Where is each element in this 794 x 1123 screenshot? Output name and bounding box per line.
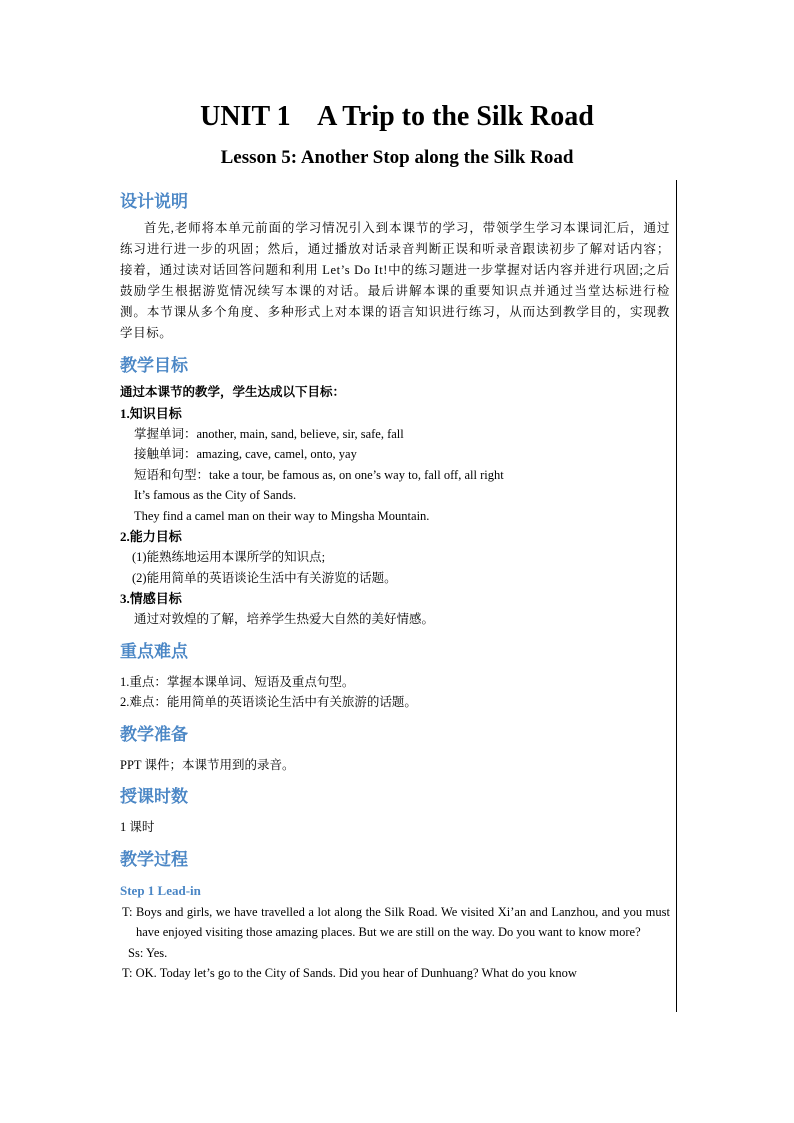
right-border-line [676, 180, 677, 1012]
dialogue-line: T: OK. Today let’s go to the City of Sands. Did you hear of Dunhuang? What do you know [122, 966, 577, 980]
design-text: 首先,老师将本单元前面的学习情况引入到本课节的学习，带领学生学习本课词汇后，通过练习进行进一步的巩固；然后，通过播放对话录音判断正误和听录音跟读初步了解对话内容；接着，通过读对话回答问题和利用 Let’s Do It!中的练习题进一步掌握对话内容并进行巩固;之后鼓励学生根据游览情况续写本课的对话。最后讲解本课的重要知识点并通过当堂达标进行检测。本节课从多个角度、多种形式上对本课的语言知识进行练习，从而达到教学目的，实现教学目标。 [120, 221, 670, 340]
design-heading: 设计说明 [120, 192, 188, 211]
knowledge-line: 接触单词：amazing, cave, camel, onto, yay [134, 447, 357, 461]
keypoints-heading: 重点难点 [120, 641, 188, 661]
step-1-title: Step 1 Lead-in [120, 882, 201, 898]
lesson-plan-body [120, 188, 670, 984]
process-heading: 教学过程 [120, 849, 188, 869]
hours-text: 1 课时 [120, 820, 155, 834]
knowledge-goal-title: 1.知识目标 [120, 405, 182, 421]
knowledge-line: It’s famous as the City of Sands. [134, 488, 297, 502]
dialogue-line: T: Boys and girls, we have travelled a lot along the Silk Road. We visited Xi’an and Lanzhou, and you must have enjoyed visiting those amazing places. But we are still on the way. Do you want to know more? [122, 904, 670, 939]
lesson-subtitle: Lesson 5: Another Stop along the Silk Road [220, 147, 574, 168]
ability-goal-title: 2.能力目标 [120, 529, 182, 544]
emotion-line: 通过对敦煌的了解，培养学生热爱大自然的美好情感。 [134, 612, 435, 626]
unit-title: UNIT 1 A Trip to the Silk Road [200, 101, 594, 132]
prep-text: PPT 课件；本课节用到的录音。 [120, 757, 295, 772]
knowledge-line: They find a camel man on their way to Mingsha Mountain. [134, 508, 430, 523]
emotion-goal-title: 3.情感目标 [120, 591, 182, 606]
keypoint-line: 1.重点：掌握本课单词、短语及重点句型。 [120, 674, 355, 689]
ability-line: (2)能用简单的英语谈论生活中有关游览的话题。 [132, 570, 397, 585]
knowledge-line: 掌握单词：another, main, sand, believe, sir, safe, fall [134, 426, 404, 441]
goals-heading: 教学目标 [120, 356, 188, 375]
dialogue-line: Ss: Yes. [128, 945, 168, 960]
knowledge-line: 短语和句型：take a tour, be famous as, on one’s way to, fall off, all right [134, 467, 504, 482]
keypoint-line: 2.难点：能用简单的英语谈论生活中有关旅游的话题。 [120, 695, 417, 709]
ability-line: (1)能熟练地运用本课所学的知识点; [132, 550, 326, 564]
prep-heading: 教学准备 [120, 724, 188, 744]
goals-intro: 通过本课节的教学，学生达成以下目标： [120, 385, 346, 399]
hours-heading: 授课时数 [120, 787, 188, 806]
